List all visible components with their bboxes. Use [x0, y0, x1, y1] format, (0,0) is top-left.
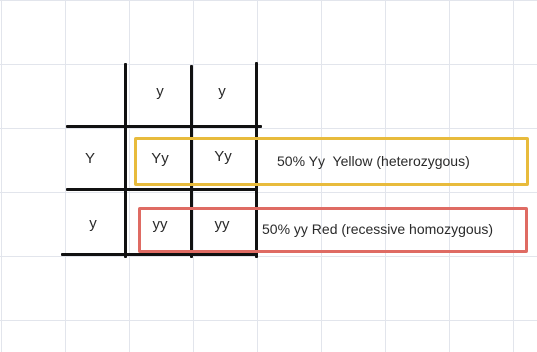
- red-homozygous-result-label: 50% yy Red (recessive homozygous): [262, 221, 494, 237]
- row-header-allele: y: [89, 215, 97, 232]
- offspring-genotype-cell: yy: [214, 216, 230, 233]
- punnett-horizontal-line-1: [66, 125, 262, 128]
- column-header-allele: y: [156, 83, 164, 100]
- offspring-genotype-cell: Yy: [151, 150, 169, 167]
- punnett-horizontal-line-3: [61, 253, 258, 256]
- punnett-vertical-line-1: [124, 63, 127, 258]
- punnett-horizontal-line-2: [66, 188, 258, 191]
- yellow-heterozygous-result-label: 50% Yy Yellow (heterozygous): [277, 153, 470, 169]
- column-header-allele: y: [218, 83, 226, 100]
- offspring-genotype-cell: yy: [152, 216, 168, 233]
- row-header-allele: Y: [84, 150, 96, 167]
- offspring-genotype-cell: Yy: [214, 148, 232, 165]
